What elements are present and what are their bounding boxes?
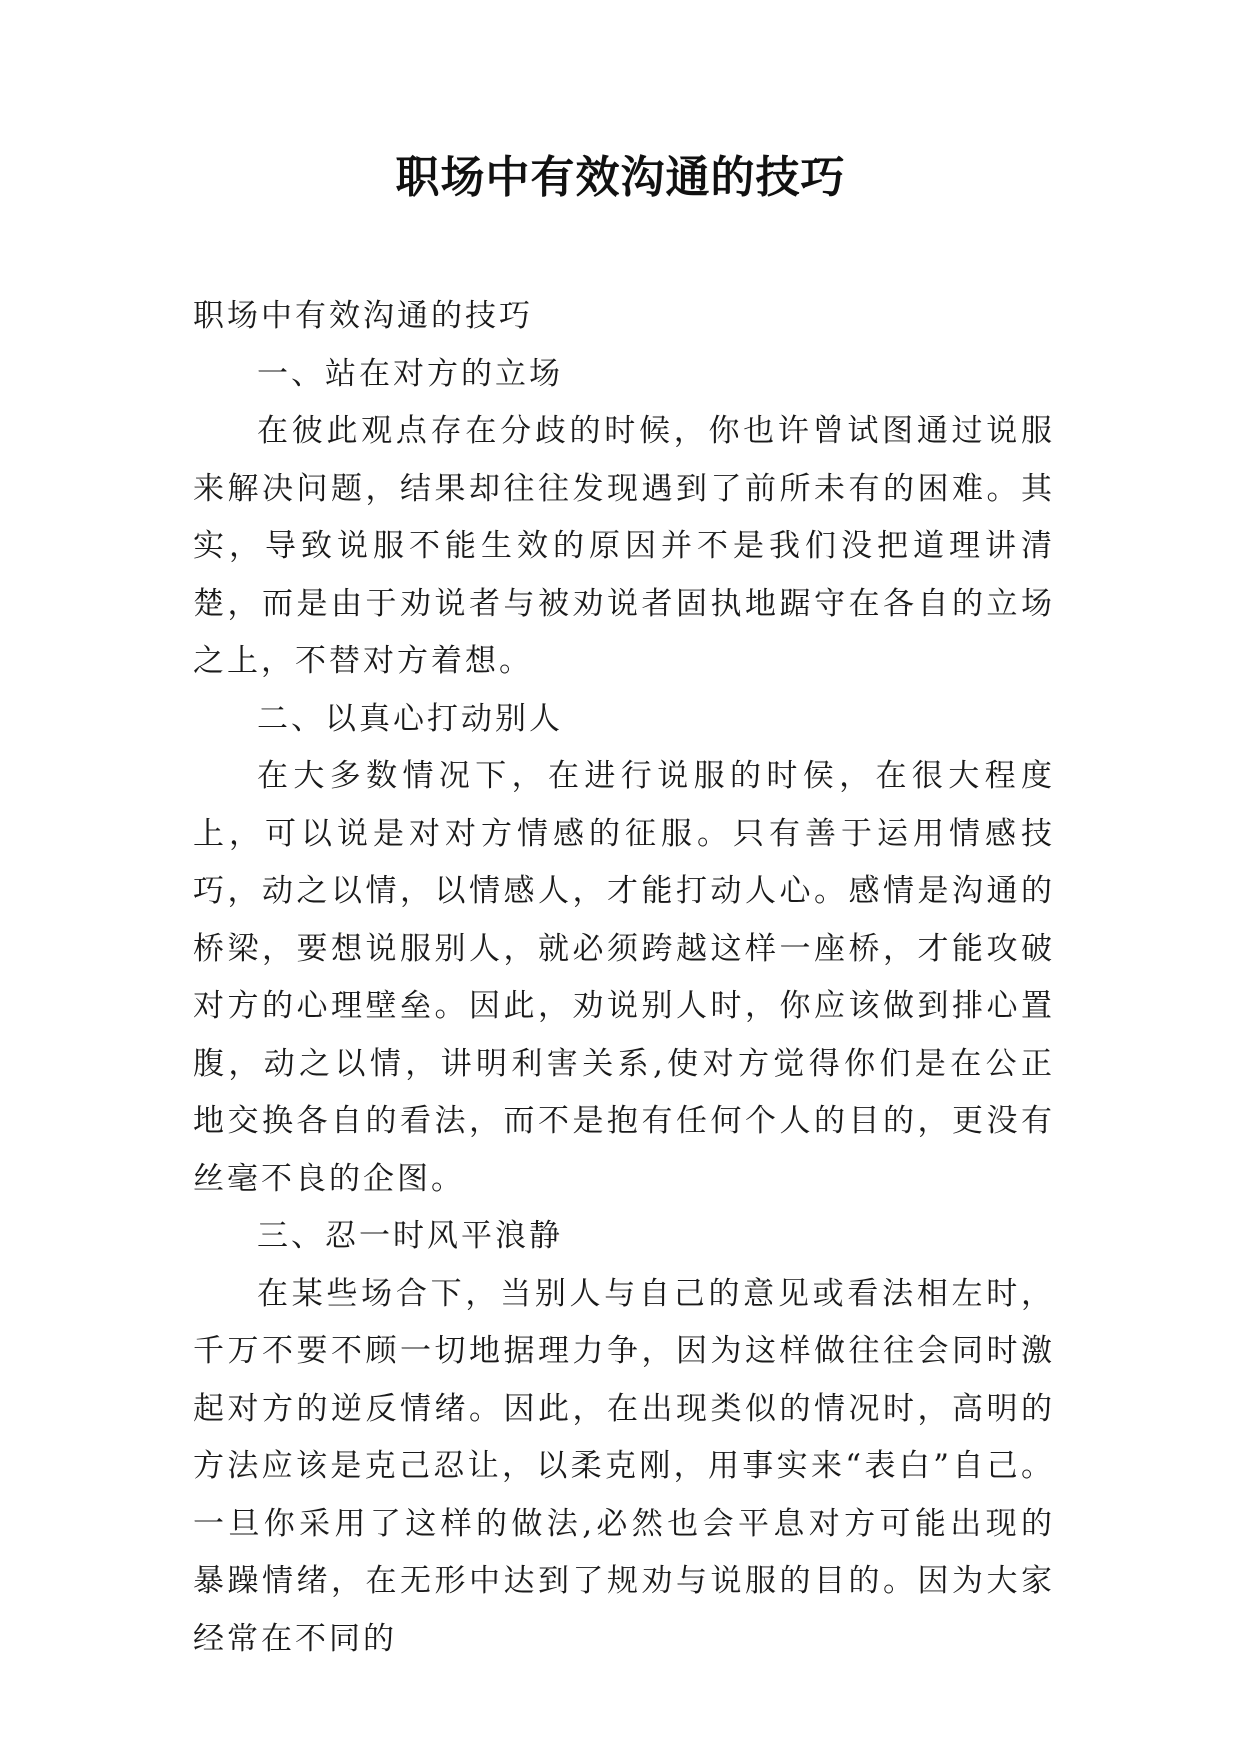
body-paragraph-1: 在彼此观点存在分歧的时候，你也许曾试图通过说服来解决问题，结果却往往发现遇到了前所未有的困难。其实，导致说服不能生效的原因并不是我们没把道理讲清楚，而是由于劝说者与被劝说者固执地踞守在各自的立场之上，不替对方着想。 <box>193 413 1055 679</box>
body-paragraph-3: 在某些场合下，当别人与自己的意见或看法相左时，千万不要不顾一切地据理力争，因为这样做往往会同时激起对方的逆反情绪。因此，在出现类似的情况时，高明的方法应该是克己忍让，以柔克刚，用事实来“表白”自己。一旦你采用了这样的做法,必然也会平息对方可能出现的暴躁情绪，在无形中达到了规劝与说服的目的。因为大家经常在不同的 <box>193 1275 1055 1657</box>
document-subtitle: 职场中有效沟通的技巧 <box>193 298 533 334</box>
body-paragraph-2: 在大多数情况下，在进行说服的时侯，在很大程度上，可以说是对对方情感的征服。只有善于运用情感技巧，动之以情，以情感人，才能打动人心。感情是沟通的桥梁，要想说服别人，就必须跨越这样一座桥，才能攻破对方的心理壁垒。因此，劝说别人时，你应该做到排心置腹，动之以情，讲明利害关系,使对方觉得你们是在公正地交换各自的看法，而不是抱有任何个人的目的，更没有丝毫不良的企图。 <box>193 758 1055 1197</box>
section-heading-3: 三、忍一时风平浪静 <box>257 1218 563 1254</box>
document-body <box>193 288 1055 1668</box>
section-heading-2: 二、以真心打动别人 <box>257 700 563 737</box>
document-title: 职场中有效沟通的技巧 <box>395 152 846 203</box>
section-heading-1: 一、站在对方的立场 <box>257 355 563 392</box>
